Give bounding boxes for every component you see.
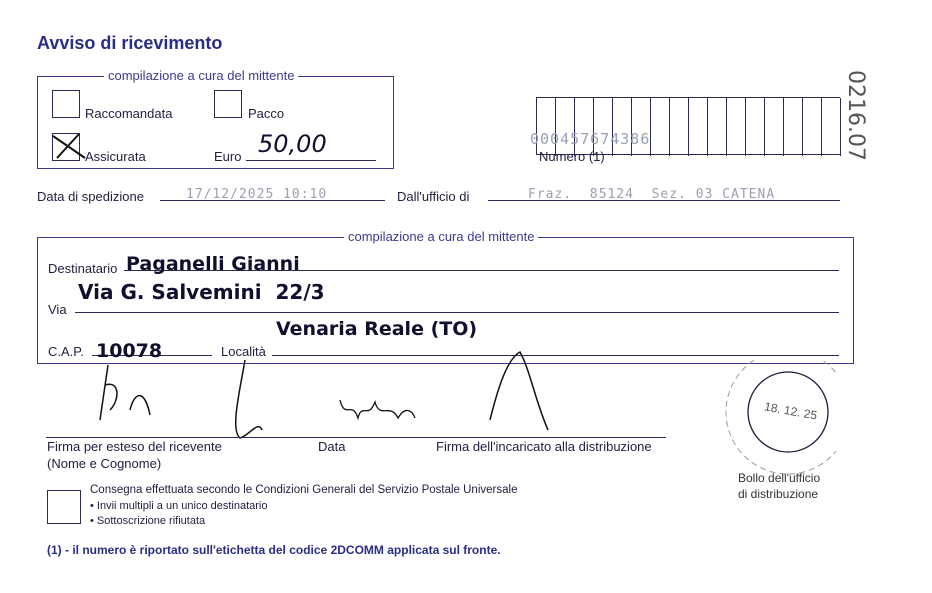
via-line <box>75 312 839 313</box>
office-value: Fraz. 85124 Sez. 03 CATENA <box>528 187 776 202</box>
stamp-date: 18. 12. 25 <box>763 399 819 423</box>
destinatario-label: Destinatario <box>48 261 118 276</box>
euro-line <box>246 160 376 161</box>
number-label: Numero (1) <box>539 149 605 164</box>
via-value: Via G. Salvemini 22/3 <box>78 280 325 304</box>
pacco-label: Pacco <box>248 106 285 121</box>
delivery-checkbox[interactable] <box>47 490 81 524</box>
recipient-section-legend: compilazione a cura del mittente <box>344 229 538 244</box>
delivery-bullet-1: • Invii multipli a un unico destinatario <box>90 500 268 512</box>
signature-scribbles <box>80 340 680 440</box>
checkmark-cross-icon <box>51 132 89 162</box>
side-note: 0216.07 <box>843 70 868 161</box>
euro-label: Euro <box>214 149 242 164</box>
assicurata-label: Assicurata <box>85 149 146 164</box>
raccomandata-label: Raccomandata <box>85 106 173 121</box>
footnote: (1) - il numero è riportato sull'etichetta del codice 2DCOMM applicata sul fronte. <box>47 543 501 557</box>
page-title: Avviso di ricevimento <box>37 33 223 53</box>
carrier-signature-label: Firma dell'incaricato alla distribuzione <box>436 439 652 454</box>
delivery-bullet-2: • Sottoscrizione rifiutata <box>90 515 206 527</box>
recipient-signature-sub: (Nome e Cognome) <box>47 456 162 471</box>
via-label: Via <box>48 302 67 317</box>
localita-value: Venaria Reale (TO) <box>276 318 478 340</box>
euro-value: 50,00 <box>258 130 327 158</box>
destinatario-value: Paganelli Gianni <box>126 253 300 275</box>
stamp-label-2: di distribuzione <box>738 487 819 501</box>
localita-label: Località <box>221 344 266 359</box>
recipient-signature-label: Firma per esteso del ricevente <box>47 439 222 454</box>
number-printed: 000457674386 <box>530 130 651 148</box>
assicurata-checkbox[interactable] <box>52 133 80 161</box>
shipping-date-value: 17/12/2025 10:10 <box>186 187 328 202</box>
signature-date-label: Data <box>318 439 346 454</box>
cap-value: 10078 <box>96 340 163 362</box>
signature-line <box>46 437 666 438</box>
office-label: Dall'ufficio di <box>397 189 470 204</box>
raccomandata-checkbox[interactable] <box>52 90 80 118</box>
sender-section-legend: compilazione a cura del mittente <box>104 68 298 83</box>
shipping-date-label: Data di spedizione <box>37 189 144 204</box>
cap-label: C.A.P. <box>48 344 84 359</box>
delivery-main-text: Consegna effettuata secondo le Condizioni Generali del Servizio Postale Universale <box>90 484 518 496</box>
stamp-label-1: Bollo dell'ufficio <box>738 471 821 485</box>
pacco-checkbox[interactable] <box>214 90 242 118</box>
